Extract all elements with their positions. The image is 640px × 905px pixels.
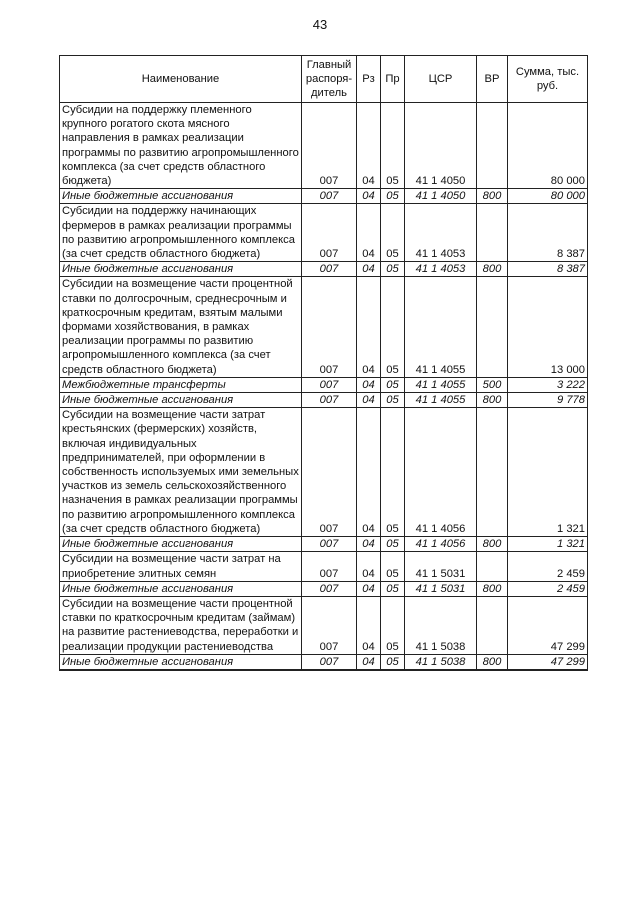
cell-sum: 3 222 (508, 377, 588, 392)
table-body (60, 103, 588, 670)
table-row (60, 277, 588, 377)
cell-rz: 04 (357, 581, 381, 596)
cell-vr: 800 (477, 654, 508, 670)
cell-rz: 04 (357, 103, 381, 189)
cell-sum: 80 000 (508, 103, 588, 189)
cell-vr (477, 408, 508, 537)
cell-pr: 05 (381, 262, 405, 277)
cell-pr: 05 (381, 537, 405, 552)
budget-table (59, 55, 588, 671)
table-row (60, 262, 588, 277)
cell-pr: 05 (381, 552, 405, 581)
cell-rz: 04 (357, 189, 381, 204)
cell-name: Субсидии на поддержку племенного крупного рогатого скота мясного направления в рамках реализации программы по развитию агропромышленного комплекса (за счет средств областного бюджета) (60, 103, 302, 189)
cell-sum: 9 778 (508, 393, 588, 408)
cell-sum: 1 321 (508, 408, 588, 537)
cell-admin: 007 (302, 596, 357, 654)
cell-sum: 1 321 (508, 537, 588, 552)
table-row (60, 581, 588, 596)
cell-csr: 41 1 4053 (405, 262, 477, 277)
cell-rz: 04 (357, 596, 381, 654)
table-row (60, 408, 588, 537)
table-row (60, 654, 588, 670)
cell-admin: 007 (302, 654, 357, 670)
cell-name: Межбюджетные трансферты (60, 377, 302, 392)
cell-name: Иные бюджетные ассигнования (60, 581, 302, 596)
cell-admin: 007 (302, 552, 357, 581)
header-pr: Пр (381, 56, 405, 103)
cell-pr: 05 (381, 654, 405, 670)
table-row (60, 552, 588, 581)
header-vr: ВР (477, 56, 508, 103)
table-row (60, 204, 588, 262)
cell-sum: 13 000 (508, 277, 588, 377)
cell-admin: 007 (302, 277, 357, 377)
cell-csr: 41 1 4056 (405, 537, 477, 552)
cell-vr (477, 277, 508, 377)
cell-pr: 05 (381, 103, 405, 189)
table-row (60, 596, 588, 654)
cell-vr: 500 (477, 377, 508, 392)
cell-pr: 05 (381, 408, 405, 537)
cell-sum: 8 387 (508, 262, 588, 277)
table-row (60, 393, 588, 408)
cell-vr: 800 (477, 189, 508, 204)
cell-vr: 800 (477, 581, 508, 596)
cell-admin: 007 (302, 408, 357, 537)
cell-vr: 800 (477, 393, 508, 408)
cell-vr: 800 (477, 262, 508, 277)
table-row (60, 377, 588, 392)
cell-name: Иные бюджетные ассигнования (60, 262, 302, 277)
cell-rz: 04 (357, 377, 381, 392)
cell-name: Субсидии на возмещение части процентной ставки по долгосрочным, среднесрочным и краткосрочным кредитам, взятым малыми формами хозяйствования, в рамках реализации программы по развитию агропромышленного комплекса (за счет средств областного бюджета) (60, 277, 302, 377)
cell-name: Иные бюджетные ассигнования (60, 654, 302, 670)
cell-sum: 2 459 (508, 581, 588, 596)
cell-pr: 05 (381, 377, 405, 392)
cell-rz: 04 (357, 277, 381, 377)
cell-sum: 47 299 (508, 654, 588, 670)
cell-csr: 41 1 4055 (405, 393, 477, 408)
table-row (60, 537, 588, 552)
cell-pr: 05 (381, 277, 405, 377)
header-sum: Сумма, тыс. руб. (508, 56, 588, 103)
cell-csr: 41 1 5038 (405, 654, 477, 670)
cell-pr: 05 (381, 596, 405, 654)
cell-csr: 41 1 5031 (405, 581, 477, 596)
cell-pr: 05 (381, 581, 405, 596)
cell-sum: 2 459 (508, 552, 588, 581)
cell-pr: 05 (381, 204, 405, 262)
cell-name: Субсидии на возмещение части затрат на приобретение элитных семян (60, 552, 302, 581)
cell-name: Субсидии на поддержку начинающих фермеров в рамках реализации программы по развитию агропромышленного комплекса (за счет средств областного бюджета) (60, 204, 302, 262)
cell-name: Иные бюджетные ассигнования (60, 189, 302, 204)
table-row (60, 103, 588, 189)
table-row (60, 189, 588, 204)
cell-rz: 04 (357, 204, 381, 262)
cell-vr (477, 103, 508, 189)
cell-csr: 41 1 4055 (405, 377, 477, 392)
cell-sum: 80 000 (508, 189, 588, 204)
cell-vr (477, 204, 508, 262)
cell-admin: 007 (302, 537, 357, 552)
cell-csr: 41 1 4056 (405, 408, 477, 537)
cell-admin: 007 (302, 262, 357, 277)
cell-admin: 007 (302, 103, 357, 189)
page-number: 43 (312, 17, 328, 32)
cell-pr: 05 (381, 393, 405, 408)
cell-admin: 007 (302, 189, 357, 204)
cell-csr: 41 1 5031 (405, 552, 477, 581)
cell-name: Иные бюджетные ассигнования (60, 393, 302, 408)
cell-name: Субсидии на возмещение части процентной ставки по краткосрочным кредитам (займам) на развитие растениеводства, переработки и реализации продукции растениеводства (60, 596, 302, 654)
cell-csr: 41 1 4055 (405, 277, 477, 377)
cell-name: Иные бюджетные ассигнования (60, 537, 302, 552)
cell-vr: 800 (477, 537, 508, 552)
cell-admin: 007 (302, 377, 357, 392)
cell-rz: 04 (357, 262, 381, 277)
cell-pr: 05 (381, 189, 405, 204)
cell-vr (477, 552, 508, 581)
cell-sum: 8 387 (508, 204, 588, 262)
cell-admin: 007 (302, 204, 357, 262)
header-name: Наименование (60, 56, 302, 103)
cell-sum: 47 299 (508, 596, 588, 654)
cell-admin: 007 (302, 581, 357, 596)
cell-admin: 007 (302, 393, 357, 408)
header-csr: ЦСР (405, 56, 477, 103)
table-header-row (60, 56, 588, 103)
cell-csr: 41 1 4050 (405, 189, 477, 204)
cell-rz: 04 (357, 537, 381, 552)
cell-name: Субсидии на возмещение части затрат крестьянских (фермерских) хозяйств, включая индивидуальных предпринимателей, при оформлении в собственность используемых ими земельных участков из земель сельскохозяйственного назначения в рамках реализации программы по развитию агропромышленного комплекса (за счет средств областного бюджета) (60, 408, 302, 537)
cell-csr: 41 1 5038 (405, 596, 477, 654)
cell-rz: 04 (357, 408, 381, 537)
cell-csr: 41 1 4050 (405, 103, 477, 189)
header-rz: Рз (357, 56, 381, 103)
cell-rz: 04 (357, 654, 381, 670)
cell-csr: 41 1 4053 (405, 204, 477, 262)
cell-rz: 04 (357, 393, 381, 408)
cell-vr (477, 596, 508, 654)
cell-rz: 04 (357, 552, 381, 581)
header-admin: Главный распоря-дитель (302, 56, 357, 103)
